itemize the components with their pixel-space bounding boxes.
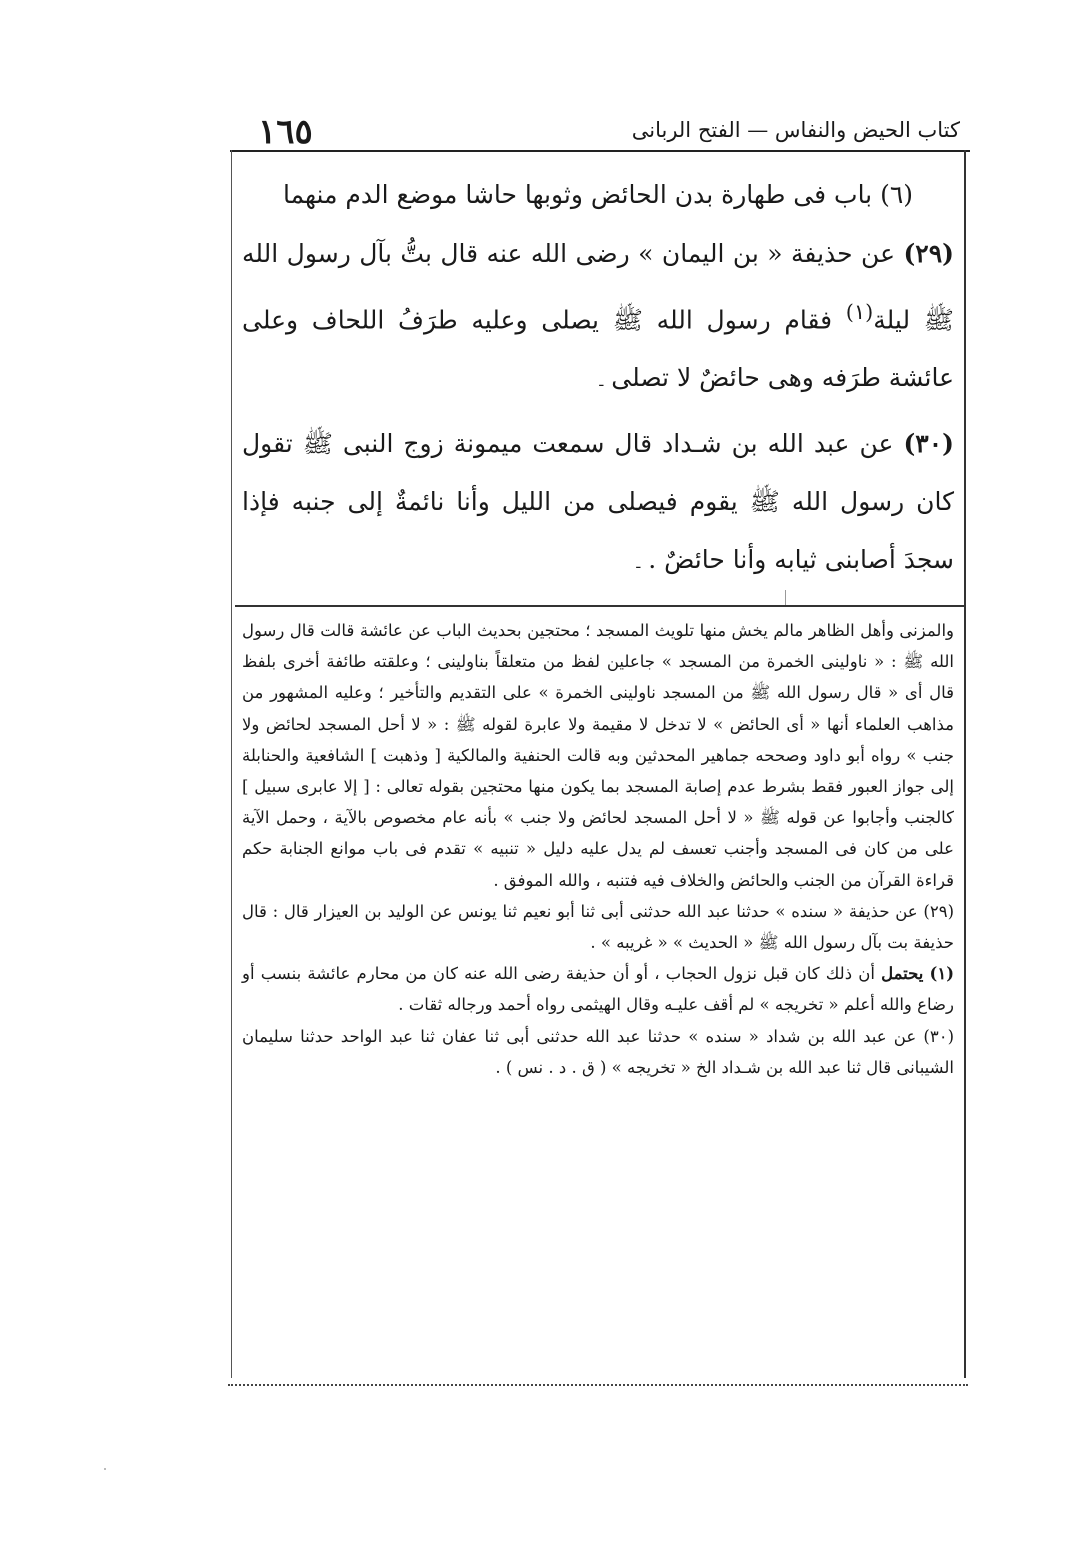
- hadith-29-text-1: عن حذيفة « بن اليمان » رضى الله عنه قال بتُّ بآل رسول الله ﷺ ليلة: [242, 239, 954, 335]
- commentary-para-3: [242, 958, 954, 1020]
- frame-right-rule: [964, 150, 966, 1378]
- commentary-para-4: (٣٠) عن عبد الله بن شداد « سنده » حدثنا عبد الله حدثنى أبى ثنا عفان ثنا عبد الواحد حدثنا سليمان الشيبانى قال ثنا عبد الله بن شـداد الخ « تخريجه » ( ق . د . نس ) .: [242, 1026, 954, 1077]
- hadith-30-text: عن عبد الله بن شـداد قال سمعت ميمونة زوج النبى ﷺ تقول كان رسول الله ﷺ يقوم فيصلى من الليل وأنا نائمةٌ إلى جنبه فإذا سجدَ أصابنى ثيابه وأنا حائضٌ .: [242, 429, 954, 575]
- footnote-lead: يحتمل: [881, 964, 924, 984]
- running-title: كتاب الحيض والنفاس — الفتح الربانى: [631, 118, 960, 142]
- header-rule: [230, 150, 970, 152]
- frame-bottom-rule: [228, 1384, 968, 1386]
- page-header: [250, 112, 970, 152]
- main-text: [242, 165, 954, 593]
- scan-speck: [104, 1468, 106, 1470]
- commentary-para-1: والمزنى وأهل الظاهر مالم يخش منها تلويث المسجد ؛ محتجين بحديث الباب عن عائشة قالت قال رسول الله ﷺ : « ناولينى الخمرة من المسجد » جاعلين لفظ من متعلقاً بناولينى ؛ وعلقته طائفة أخرى بلفظ قال أى « قال رسول الله ﷺ من المسجد ناولينى الخمرة » على التقديم والتأخير ؛ وعليه المشهور من مذاهب العلماء أنها « أى الحائض » لا تدخل لا مقيمة ولا عابرة لقوله ﷺ : « لا أحل المسجد لحائض ولا جنب » رواه أبو داود وصححه جماهير المحدثين وبه قالت الحنفية والمالكية [ وذهبت ] الشافعية والحنابلة إلى جواز العبور فقط بشرط عدم إصابة المسجد بما يكون منها محتجين بقوله تعالى : [ إلا عابرى سبيل ] كالجنب وأجابوا عن قوله ﷺ « لا أحل المسجد لحائض ولا جنب » بأنه عام مخصوص بالآية ، وحمل الآية على من كان فى المسجد وأجنب تعسف لم يدل عليه دليل « تنبيه » تقدم فى باب موانع الجنابة حكم قراءة القرآن من الجنب والحائض والخلاف فيه فتنبه ، والله الموفق .: [242, 621, 954, 890]
- separator-tick: [785, 590, 786, 606]
- footnote-ref: (١): [845, 300, 874, 324]
- footnote-text: أن ذلك كان قبل نزول الحجاب ، أو أن حذيفة رضى الله عنه كان من محارم عائشة بنسب أو رضاع والله أعلم « تخريجه » لم أقف عليـه وقال الهيثمى رواه أحمد ورجاله ثقات .: [242, 964, 954, 1015]
- hadith-30-number: (٣٠): [903, 429, 954, 459]
- section-heading: (٦) باب فى طهارة بدن الحائض وثوبها حاشا موضع الدم منهما: [282, 180, 914, 209]
- page-number: ١٦٥: [258, 112, 313, 152]
- hadith-29-number: (٢٩): [903, 239, 954, 268]
- hadith-29: [242, 225, 954, 411]
- commentary-para-2: (٢٩) عن حذيفة « سنده » حدثنا عبد الله حدثنى أبى ثنا أبو نعيم ثنا يونس عن الوليد بن العيزار قال : قال حذيفة بت بآل رسول الله ﷺ « الحديث » « غريبه » .: [242, 901, 954, 953]
- hadith-30: [242, 415, 954, 593]
- hadith-29-text-2: فقام رسول الله ﷺ يصلى وعليه طرَفُ اللحاف وعلى عائشة طرَفه وهى حائضٌ لا تصلى: [242, 305, 954, 393]
- hadith-29-end-mark: ـ: [599, 374, 604, 391]
- frame-left-rule: [231, 150, 232, 1378]
- commentary-separator: [235, 605, 965, 607]
- commentary: [242, 615, 954, 1083]
- hadith-30-end-mark: ـ: [636, 556, 641, 573]
- footnote-number: (١): [929, 964, 954, 984]
